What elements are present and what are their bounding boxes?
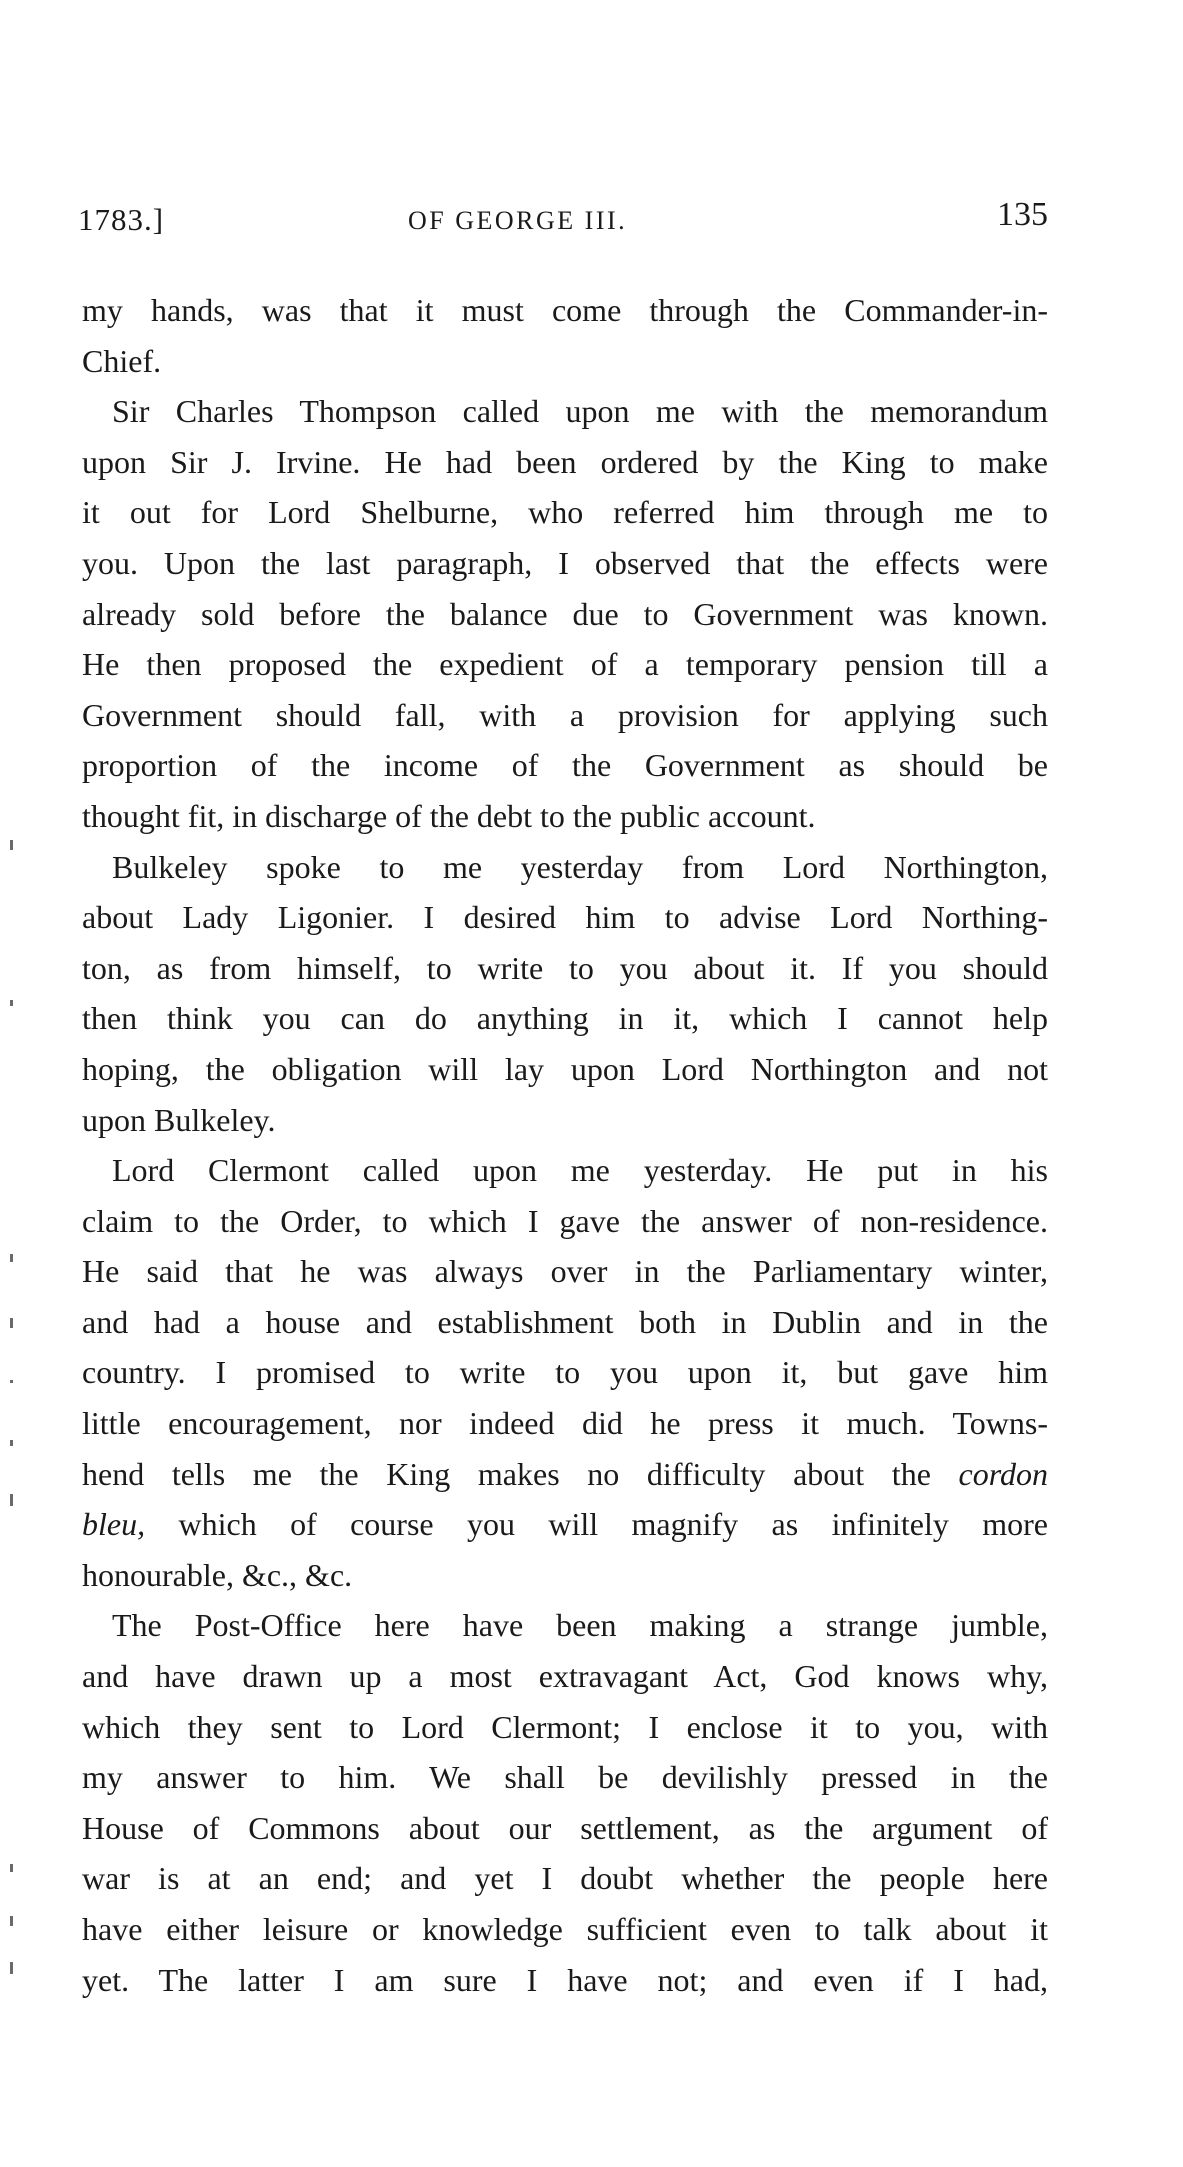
- text-line: hoping, the obligation will lay upon Lord Northington and not: [82, 1050, 1048, 1087]
- text-line: Sir Charles Thompson called upon me with the memorandum: [112, 393, 1048, 430]
- gutter-mark: [10, 1864, 13, 1872]
- gutter-mark: [10, 1916, 13, 1926]
- paragraph-3: [82, 842, 1048, 1146]
- text-line: House of Commons about our settlement, as the argument of: [82, 1809, 1048, 1846]
- paragraph-5: [82, 1600, 1048, 2005]
- text-line: and had a house and establishment both in Dublin and in the: [82, 1303, 1048, 1340]
- text-line: The Post-Office here have been making a strange jumble,: [112, 1607, 1048, 1644]
- text-fragment: which of course you will magnify as infinitely more: [178, 1506, 1049, 1543]
- gutter-mark: [10, 1254, 13, 1262]
- running-head-title: OF GEORGE III.: [408, 206, 628, 235]
- text-line: proportion of the income of the Government as should be: [82, 747, 1048, 784]
- gutter-mark: [10, 1440, 13, 1446]
- paragraph-1: [82, 285, 1048, 386]
- text-line: and have drawn up a most extravagant Act, God knows why,: [82, 1658, 1048, 1695]
- text-line: then think you can do anything in it, which I cannot help: [82, 1000, 1048, 1037]
- text-line: country. I promised to write to you upon it, but gave him: [82, 1354, 1048, 1391]
- text-line: upon Sir J. Irvine. He had been ordered by the King to make: [82, 443, 1048, 480]
- running-head: [78, 196, 1048, 246]
- italic-term: bleu,: [82, 1506, 146, 1543]
- text-line: claim to the Order, to which I gave the answer of non-residence.: [82, 1202, 1048, 1239]
- paragraph-2: [82, 386, 1048, 841]
- paragraph-4: [82, 1145, 1048, 1600]
- text-line: upon Bulkeley.: [82, 1101, 276, 1138]
- text-line: have either leisure or knowledge sufficient even to talk about it: [82, 1911, 1048, 1947]
- text-line: it out for Lord Shelburne, who referred him through me to: [82, 494, 1048, 531]
- running-head-year: 1783.]: [78, 202, 165, 237]
- page-number: 135: [997, 196, 1048, 233]
- gutter-mark: [10, 1318, 13, 1328]
- gutter-mark: [10, 1962, 13, 1974]
- body-text: [82, 285, 1048, 2005]
- gutter-mark: [10, 840, 13, 850]
- text-line: He said that he was always over in the Parliamentary winter,: [82, 1253, 1048, 1290]
- text-line: Bulkeley spoke to me yesterday from Lord Northington,: [112, 848, 1048, 885]
- text-line: already sold before the balance due to Government was known.: [82, 595, 1048, 632]
- text-line-with-italic: [82, 1449, 1048, 1500]
- text-line: Chief.: [82, 342, 162, 379]
- gutter-mark: [10, 1380, 13, 1383]
- text-line: Lord Clermont called upon me yesterday. He put in his: [112, 1152, 1048, 1189]
- text-line: thought fit, in discharge of the debt to the public account.: [82, 797, 816, 834]
- text-line: my answer to him. We shall be devilishly pressed in the: [82, 1759, 1048, 1796]
- text-line: war is at an end; and yet I doubt whether the people here: [82, 1860, 1048, 1897]
- gutter-marks: [0, 0, 30, 2167]
- gutter-mark: [10, 1000, 13, 1006]
- text-line-with-italic: [82, 1499, 1048, 1550]
- text-line: which they sent to Lord Clermont; I enclose it to you, with: [82, 1708, 1048, 1745]
- text-line: ton, as from himself, to write to you about it. If you should: [82, 949, 1048, 986]
- text-line: He then proposed the expedient of a temporary pension till a: [82, 646, 1048, 683]
- text-line: my hands, was that it must come through the Commander-in-: [82, 292, 1048, 328]
- text-line: honourable, &c., &c.: [82, 1556, 353, 1593]
- text-line: little encouragement, nor indeed did he press it much. Towns-: [82, 1405, 1048, 1442]
- italic-term: cordon: [958, 1455, 1049, 1492]
- text-line: you. Upon the last paragraph, I observed that the effects were: [82, 544, 1048, 581]
- text-line: about Lady Ligonier. I desired him to advise Lord Northing-: [82, 899, 1048, 936]
- gutter-mark: [10, 1494, 13, 1506]
- text-line: Government should fall, with a provision for applying such: [82, 696, 1048, 733]
- text-fragment: hend tells me the King makes no difficulty about the: [82, 1455, 931, 1492]
- text-line: yet. The latter I am sure I have not; and even if I had,: [82, 1961, 1048, 1998]
